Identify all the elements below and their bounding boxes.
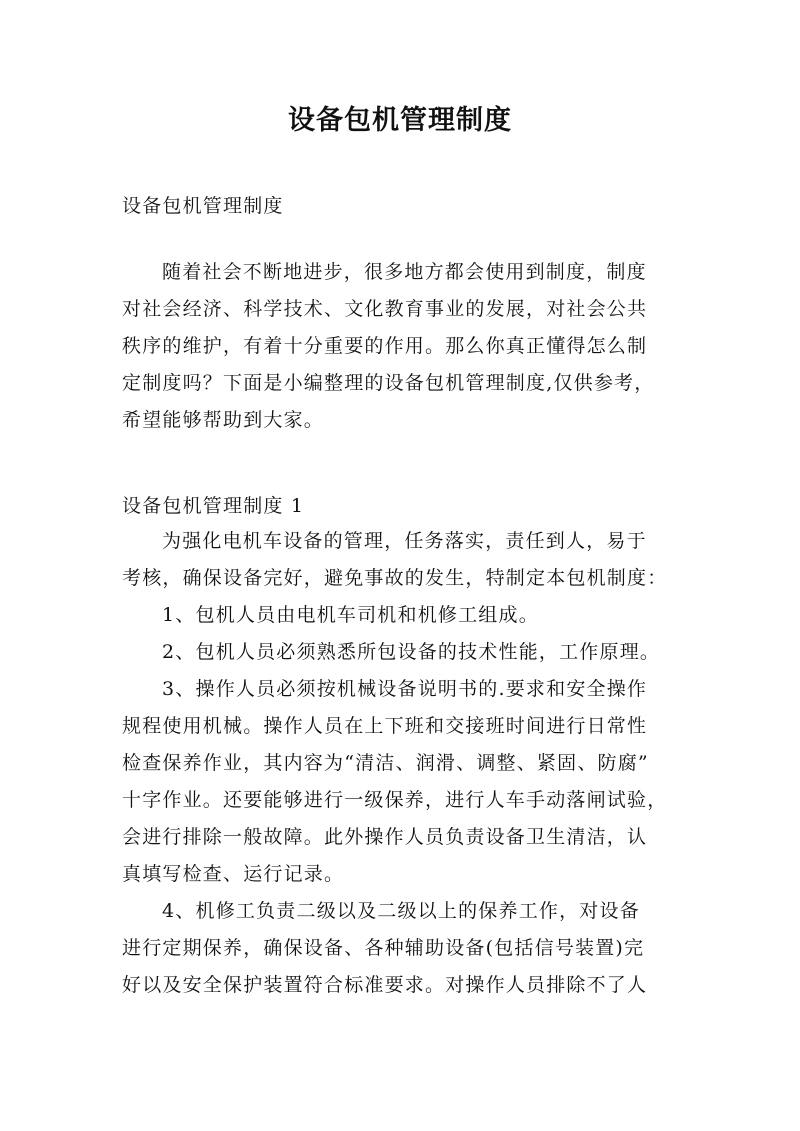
section-line: 进行定期保养，确保设备、各种辅助设备(包括信号装置)完 — [122, 937, 645, 959]
section-line: 4、机修工负责二级以及二级以上的保养工作，对设备 — [162, 900, 640, 922]
section-heading — [122, 488, 682, 525]
section-line: 检查保养作业，其内容为“清洁、润滑、调整、紧固、防腐” — [122, 752, 649, 774]
section-line: 会进行排除一般故障。此外操作人员负责设备卫生清洁，认 — [122, 826, 648, 848]
section-line: 2、包机人员必须熟悉所包设备的技术性能，工作原理。 — [162, 641, 661, 663]
section-line: 十字作业。还要能够进行一级保养，进行人车手动落闸试验， — [122, 789, 668, 811]
intro-line: 希望能够帮助到大家。 — [122, 409, 325, 431]
intro-line: 秩序的维护，有着十分重要的作用。那么你真正懂得怎么制 — [122, 335, 648, 357]
section-heading-line: 设备包机管理制度 1 — [122, 495, 305, 517]
intro-paragraph — [122, 254, 682, 439]
intro-line: 随着社会不断地进步，很多地方都会使用到制度，制度 — [162, 261, 647, 283]
section-line: 规程使用机械。操作人员在上下班和交接班时间进行日常性 — [122, 715, 648, 737]
section-body — [122, 523, 682, 1004]
section-line: 3、操作人员必须按机械设备说明书的.要求和安全操作 — [162, 678, 648, 700]
subtitle-line: 设备包机管理制度 — [122, 195, 284, 217]
section-line: 为强化电机车设备的管理，任务落实，责任到人，易于 — [162, 530, 647, 552]
intro-line: 对社会经济、科学技术、文化教育事业的发展，对社会公共 — [122, 298, 648, 320]
section-line: 1、包机人员由电机车司机和机修工组成。 — [162, 604, 539, 626]
document-subtitle — [122, 188, 682, 225]
section-line: 考核，确保设备完好，避免事故的发生，特制定本包机制度： — [122, 567, 668, 589]
intro-line: 定制度吗？下面是小编整理的设备包机管理制度,仅供参考， — [122, 372, 655, 394]
document-title: 设备包机管理制度 — [288, 105, 512, 136]
section-line: 真填写检查、运行记录。 — [122, 863, 345, 885]
section-line: 好以及安全保护装置符合标准要求。对操作人员排除不了人 — [122, 974, 648, 996]
